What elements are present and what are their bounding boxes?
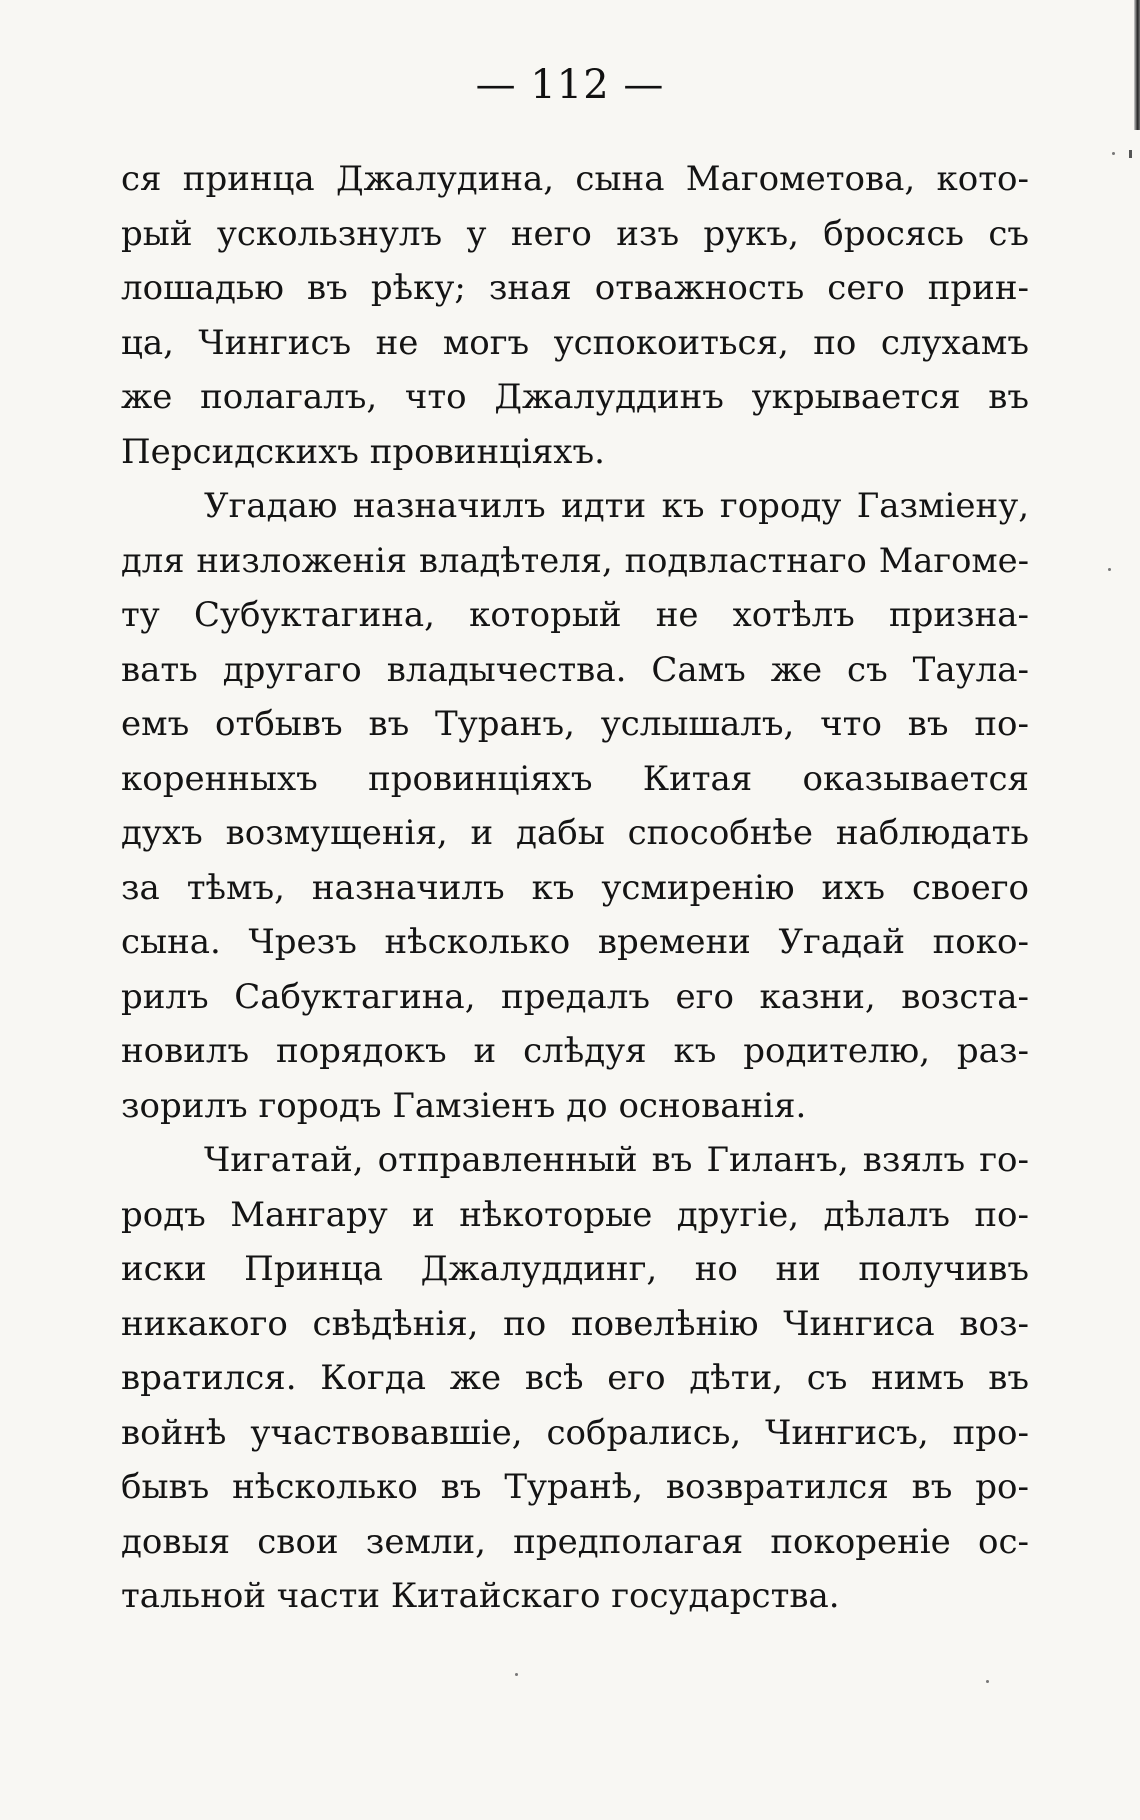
print-speck (986, 1680, 989, 1683)
text-line: Чигатай, отправленный въ Гиланъ, взялъ го- (204, 1140, 1029, 1180)
print-speck (515, 1673, 518, 1676)
text-line: за тѣмъ, назначилъ къ усмиренiю ихъ своего (121, 867, 1029, 908)
text-line: вать другаго владычества. Самъ же съ Таула- (121, 649, 1029, 690)
page-number: — 112 — (475, 62, 665, 108)
text-line: емъ отбывъ въ Туранъ, услышалъ, что въ по- (121, 704, 1029, 744)
text-line: для низложенiя владѣтеля, подвластнаго Магоме- (121, 540, 1029, 580)
text-line: духъ возмущенiя, и дабы способнѣе наблюдать (121, 813, 1029, 853)
paragraph-1 (121, 152, 1029, 479)
text-line: сына. Чрезъ нѣсколько времени Угадай поко- (121, 922, 1029, 962)
text-line: рый ускользнулъ у него изъ рукъ, бросясь съ (121, 213, 1029, 254)
paragraph-3 (121, 1133, 1029, 1624)
page-edge-mark (1129, 150, 1132, 158)
text-line: вратился. Когда же всѣ его дѣти, съ нимъ въ (121, 1358, 1029, 1398)
text-line: ся принца Джалудина, сына Магометова, кото- (121, 159, 1029, 199)
text-line: войнѣ участвовавшiе, собрались, Чингисъ, про- (121, 1412, 1029, 1453)
text-line: родъ Мангару и нѣкоторые другiе, дѣлалъ по- (121, 1194, 1029, 1235)
body-text (121, 152, 1029, 1624)
text-line: тальной части Китайскаго государства. (121, 1576, 840, 1616)
text-line: ту Субуктагина, который не хотѣлъ призна- (121, 595, 1029, 635)
text-line: иски Принца Джалуддинг, но ни получивъ (121, 1249, 1029, 1289)
text-line: рилъ Сабуктагина, предалъ его казни, возста- (121, 976, 1029, 1017)
text-line: никакого свѣдѣнiя, по повелѣнiю Чингиса воз- (121, 1303, 1029, 1344)
text-line: Угадаю назначилъ идти къ городу Газмiену, (204, 486, 1029, 526)
text-line: Персидскихъ провинцiяхъ. (121, 431, 605, 472)
text-line: довыя свои земли, предполагая покоренiе ос- (121, 1521, 1029, 1562)
text-line: бывъ нѣсколько въ Туранѣ, возвратился въ ро- (121, 1467, 1029, 1507)
paragraph-2 (121, 479, 1029, 1133)
text-line: коренныхъ провинцiяхъ Китая оказывается (121, 758, 1029, 799)
print-speck (1112, 152, 1115, 155)
text-line: новилъ порядокъ и слѣдуя къ родителю, раз- (121, 1031, 1029, 1071)
text-line: ца, Чингисъ не могъ успокоиться, по слухамъ (121, 322, 1029, 363)
print-speck (1108, 568, 1111, 571)
text-line: же полагалъ, что Джалуддинъ укрывается въ (121, 377, 1029, 417)
text-line: зорилъ городъ Гамзiенъ до основанiя. (121, 1085, 807, 1126)
text-line: лошадью въ рѣку; зная отважность сего прин- (121, 268, 1029, 308)
